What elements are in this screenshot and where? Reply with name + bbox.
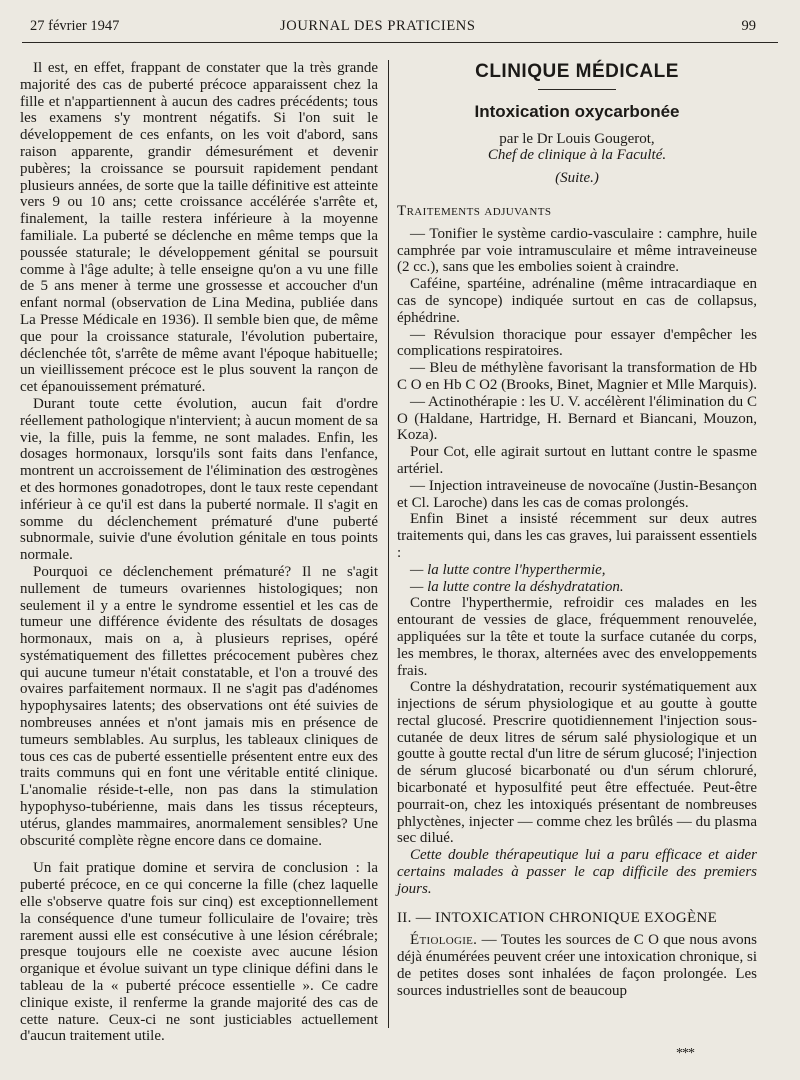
treatment-item: Pour Cot, elle agirait surtout en luttant contre le spasme artériel.: [397, 444, 757, 477]
etiologie-label: Étiologie.: [410, 932, 478, 949]
treatment-item: — Actinothérapie : les U. V. accélèrent l'élimination du C O (Haldane, Hartridge, H. Bernard et Biancani, Mouzon, Koza).: [397, 393, 757, 444]
column-divider: [388, 60, 389, 1028]
header-rule: [22, 42, 778, 43]
treatment-item: — la lutte contre la déshydratation.: [410, 578, 624, 595]
left-paragraph-2: Durant toute cette évolution, aucun fait d'ordre réellement pathologique n'intervient; à aucun moment de sa vie, la fille, puis la femme, ne sont malades. Enfin, les dosages hormonaux, lorsqu'ils sont faits dans l'enfance, montrent un accroissement de l'élimination des œstrogènes et des hormones gonadotropes, dont le taux reste cependant inférieur à ce qu'il est dans la puberté normale. Il s'agit en somme du déclenchement prématuré d'une puberté subnormale, suivie d'une évolution génitale en tous points normale.: [20, 395, 379, 564]
section-title: CLINIQUE MÉDICALE: [475, 61, 679, 82]
etiologie-paragraph: [397, 932, 757, 999]
treatment-item: Caféine, spartéine, adrénaline (même intracardiaque en cas de syncope) indiquée surtout en cas de collapsus, éphédrine.: [397, 276, 757, 326]
header-date: 27 février 1947: [30, 18, 120, 34]
page-header: [30, 16, 756, 38]
subsection-heading: Traitements adjuvants: [397, 202, 552, 219]
treatment-item: Cette double thérapeutique lui a paru efficace et aider certains malades à passer le cap difficile des premiers jours.: [397, 847, 757, 897]
article-title: Intoxication oxycarbonée: [474, 101, 680, 121]
etiologie-text: — Toutes les sources de C O que nous avons déjà énumérées peuvent créer une intoxication chronique, si de petites doses sont inhalées de façon prolongée. Les sources industrielles sont de beaucoup: [397, 932, 758, 999]
title-rule: [538, 89, 616, 90]
left-paragraph-4: Un fait pratique domine et servira de conclusion : la puberté précoce, en ce qui concerne la fille (chez laquelle elle s'observe quatre fois sur cinq) est exceptionnellement la conséquence d'une tumeur folliculaire de l'ovaire; très rarement aussi elle est consécutive à une lésion cérébrale; presque toujours elle ne coexiste avec aucune lésion organique et évolue suivant un type clinique défini dans le tableau de la « puberté précoce essentielle ». Ce cadre clinique existe, il renferme la grande majorité des cas de cette nature. Ceux-ci ne sont justiciables actuellement d'aucun traitement utile.: [20, 860, 378, 1045]
header-page-number: 99: [741, 18, 756, 34]
treatment-item: Contre l'hyperthermie, refroidir ces malades en les entourant de vessies de glace, fréquemment renouvelée, appliquées sur la tête et toute la surface cutanée du corps, les membres, le thorax, alternées avec des enveloppements frais.: [397, 595, 757, 679]
footer-stars: ***: [676, 1046, 694, 1061]
chapter-heading: II. — INTOXICATION CHRONIQUE EXOGÈNE: [397, 909, 718, 926]
continued-note: (Suite.): [555, 170, 599, 187]
left-paragraph-1: Il est, en effet, frappant de constater que la très grande majorité des cas de puberté précoce apparaissent chez la fille et n'appartiennent à aucun des cadres précédents; tous les examens s'y montrent négatifs. Si l'on suit le développement de ces enfants, on les voit d'abord, sans raison apparente, grandir démesurément et devenir pubères; la croissance se poursuit rapidement pendant plusieurs années, de sorte que la taille définitive est atteinte vers 9 ou 10 ans; cette croissance accélérée s'arrête et, finalement, la taille restera inférieure à la moyenne familiale. La puberté se déclenche en même temps que la poussée staturale; le développement génital se poursuit comme à l'âge adulte; à telle enseigne qu'on a vu une fille de 5 ans mener à terme une grossesse et accoucher d'un enfant normal (observation de Lina Medina, publiée dans La Presse Médicale en 1936). Il semble bien que, de même que pour la croissance staturale, l'évolution pubertaire, déclenchée tôt, s'arrête de même avant l'époque habituelle; un vieillissement précoce est le plus souvent la rançon de cet épanouissement prématuré.: [20, 60, 378, 396]
treatment-item: — Tonifier le système cardio-vasculaire : camphre, huile camphrée par voie intramusculaire et même intraveineuse (2 cc.), sans que les embolies soient à craindre.: [397, 225, 757, 276]
right-column: [397, 60, 757, 1000]
left-column: [20, 60, 378, 1045]
treatment-item: — Bleu de méthylène favorisant la transformation de Hb C O en Hb C O2 (Brooks, Binet, Magnier et Mlle Marquis).: [397, 360, 757, 393]
author-line: par le Dr Louis Gougerot,: [499, 130, 655, 147]
treatment-item: Enfin Binet a insisté récemment sur deux autres traitements qui, dans les cas graves, lui paraissent essentiels :: [397, 511, 757, 561]
treatment-item: Contre la déshydratation, recourir systématiquement aux injections de sérum physiologique et au goutte à goutte rectal glucosé. Prescrire quotidiennement l'injection sous-cutanée de deux litres de sérum salé physiologique et un goutte à goutte rectal d'un litre de sérum glucosé; l'injection de sérum glucosé bicarbonaté ou d'un sérum chloruré, bicarbonaté et hyposulfité peut être effectuée. Peut-être pourrait-on, chez les intoxiqués présentant de nombreuses phlyctènes, injecter — comme chez les brûlés — du plasma sec dilué.: [397, 679, 757, 847]
header-journal-title: JOURNAL DES PRATICIENS: [280, 18, 476, 34]
author-affiliation: Chef de clinique à la Faculté.: [487, 147, 667, 164]
left-paragraph-3: Pourquoi ce déclenchement prématuré? Il ne s'agit nullement de tumeurs ovariennes histologiques; non seulement il y a entre le syndrome essentiel et les cas de tumeur une différence évidente des résultats de dosages hormonaux, mais on a, à plusieurs reprises, opéré systématiquement des fillettes précocement pubères chez qui aucune tumeur n'était constatable, et l'on a trouvé des ovaires parfaitement normaux. Il ne s'agit pas d'adénomes hypophysaires latents; des observations ont été suivies de nombreuses années et n'ont jamais mis en présence de tumeurs semblables. Au surplus, les tableaux cliniques de tous ces cas de puberté essentielle présentent entre eux des traits communs qui en font une véritable entité clinique. L'anomalie réside-t-elle, non pas dans la stimulation hypophyso-tubérienne, mais dans les tissus récepteurs, utérus, glandes mammaires, anormalement sensibles? Une obscurité complète règne encore dans ce domaine.: [20, 563, 378, 849]
treatment-item: — la lutte contre l'hyperthermie,: [410, 561, 606, 578]
treatment-item: — Révulsion thoracique pour essayer d'empêcher les complications respiratoires.: [397, 326, 757, 360]
treatment-item: — Injection intraveineuse de novocaïne (Justin-Besançon et Cl. Laroche) dans les cas de comas prolongés.: [397, 477, 757, 511]
